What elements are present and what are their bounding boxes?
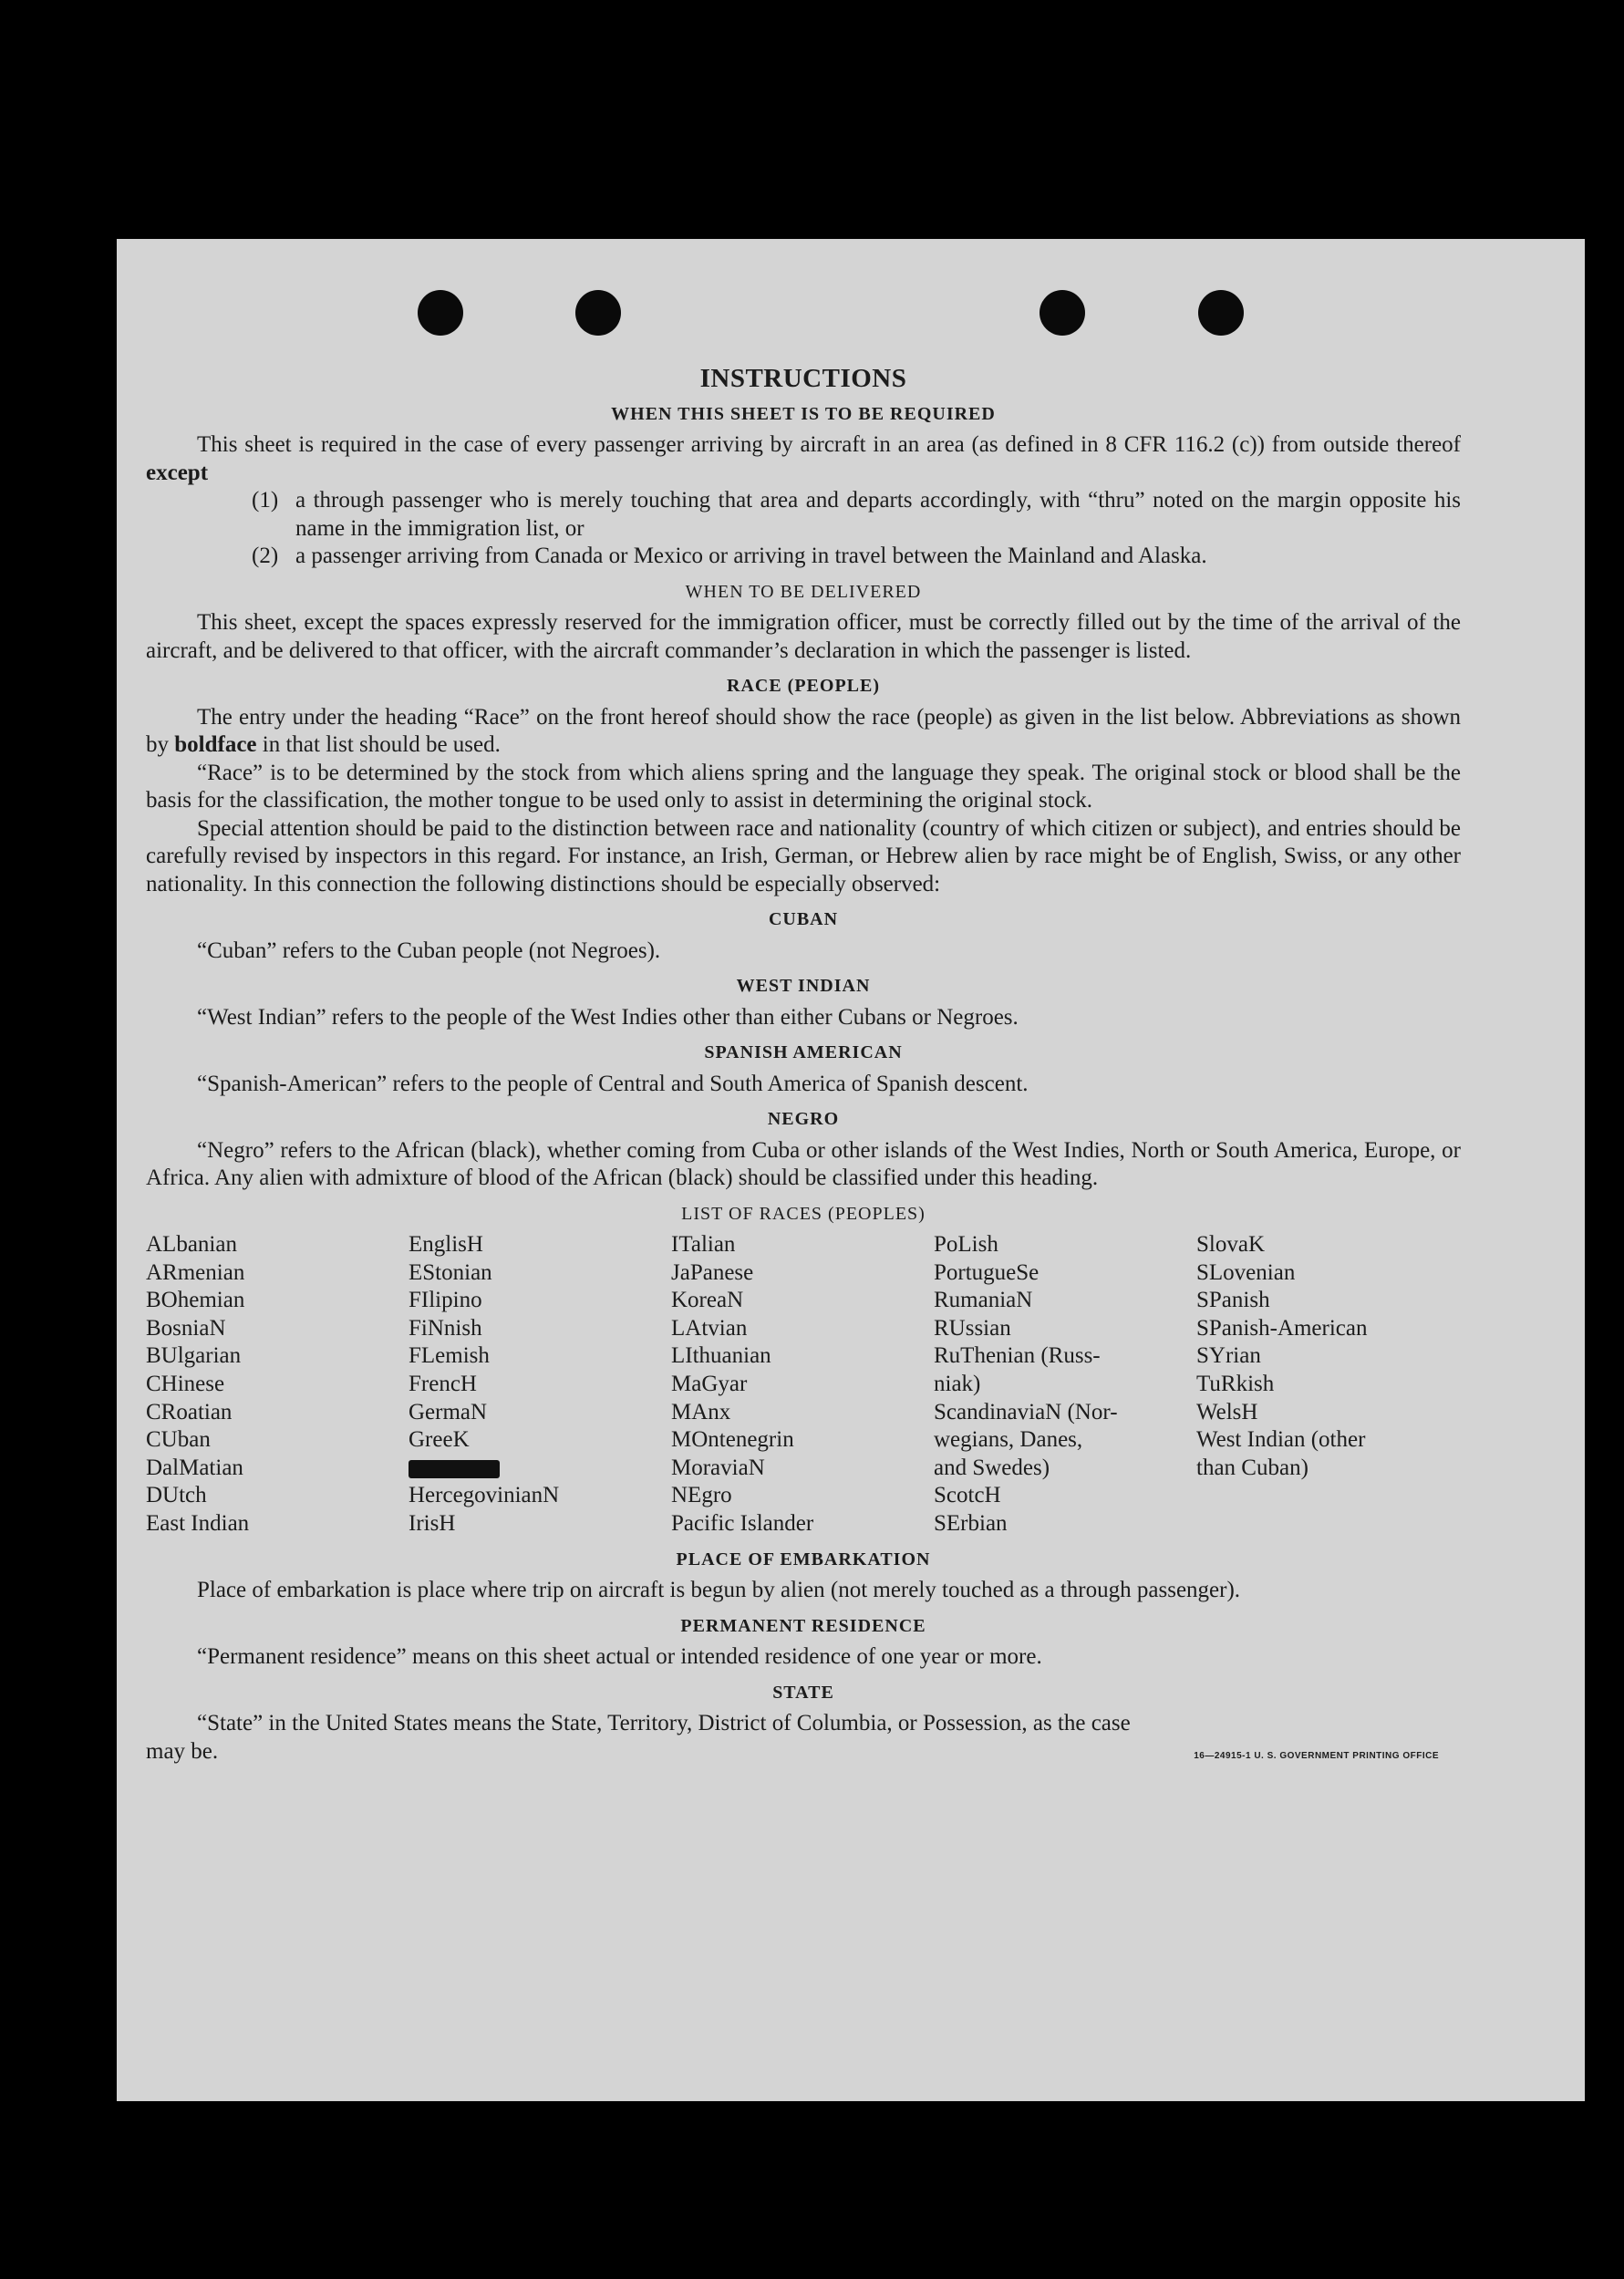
west-indian-text: “West Indian” refers to the people of the West Indies other than either Cubans or Negroes. [197, 1004, 1019, 1030]
list-item: DUtch [146, 1483, 207, 1508]
race-column [409, 1231, 671, 1538]
list-item: LIthuanian [671, 1343, 771, 1369]
document-sheet [117, 239, 1585, 2101]
spanish-american-text: “Spanish-American” refers to the people of Central and South America of Spanish descent. [197, 1071, 1029, 1096]
list-item: FLemish [409, 1343, 490, 1369]
redaction-mark [409, 1460, 500, 1478]
list-item: HercegovinianN [409, 1483, 560, 1508]
list-item: SPanish [1196, 1288, 1270, 1313]
list-item: BOhemian [146, 1288, 245, 1313]
list-item-redacted [409, 1455, 671, 1483]
list-item: JaPanese [671, 1259, 754, 1285]
section-heading-list-of-races: LIST OF RACES (PEOPLES) [681, 1203, 926, 1224]
state-text: “State” in the United States means the State, Territory, District of Columbia, or Possession, as the case [197, 1711, 1131, 1736]
footer-line [146, 1738, 1461, 1771]
list-item: KoreaN [671, 1288, 744, 1313]
list-item: ARmenian [146, 1259, 245, 1285]
list-item: DalMatian [146, 1455, 243, 1480]
list-item: TuRkish [1196, 1371, 1275, 1396]
list-item: BUlgarian [146, 1343, 242, 1369]
list-item: RuThenian (Russ- niak) [934, 1343, 1101, 1396]
race-column [1196, 1231, 1461, 1538]
section-heading-spanish-american: SPANISH AMERICAN [704, 1042, 903, 1062]
list-item: PoLish [934, 1232, 998, 1257]
list-item: SPanish-American [1196, 1315, 1368, 1341]
state-text-end: may be. [146, 1738, 219, 1764]
exception-item: (1) a through passenger who is merely touching that area and departs accordingly, with “thru” noted on the margin opposite his name in the immigration list, or [252, 488, 1461, 541]
list-item: SlovaK [1196, 1232, 1265, 1257]
list-item: WelsH [1196, 1399, 1258, 1424]
section-heading-embarkation: PLACE OF EMBARKATION [676, 1549, 931, 1569]
list-item: BosniaN [146, 1315, 226, 1341]
list-item: CRoatian [146, 1399, 233, 1424]
list-item: CHinese [146, 1371, 225, 1396]
list-item: SErbian [934, 1510, 1008, 1536]
list-item: LAtvian [671, 1315, 748, 1341]
race-paragraph-1: The entry under the heading “Race” on the front hereof should show the race (people) as given in the list below. Abbreviations as shown by boldface in that list should be used. [146, 704, 1461, 757]
when-delivered-text: This sheet, except the spaces expressly reserved for the immigration officer, must be correctly filled out by the time of the arrival of the aircraft, and be delivered to that officer, with the aircraft commander’s declaration in which the passenger is listed. [146, 610, 1461, 663]
list-item: FrencH [409, 1371, 477, 1396]
exception-item: (2) a passenger arriving from Canada or Mexico or arriving in travel between the Mainland and Alaska. [252, 544, 1207, 568]
list-item: SLovenian [1196, 1259, 1296, 1285]
negro-text: “Negro” refers to the African (black), whether coming from Cuba or other islands of the West Indies, North or South America, Europe, or Africa. Any alien with admixture of blood of the African (black) should be classified under this heading. [146, 1137, 1461, 1190]
section-heading-state: STATE [772, 1682, 834, 1703]
list-item: ScandinaviaN (Nor- wegians, Danes, and Swedes) [934, 1399, 1118, 1480]
when-required-intro: This sheet is required in the case of every passenger arriving by aircraft in an area (as defined in 8 CFR 116.2 (c)) from outside thereof except [146, 432, 1461, 485]
list-item: PortugueSe [934, 1259, 1040, 1285]
list-item: MoraviaN [671, 1455, 765, 1480]
list-item: CUban [146, 1427, 211, 1453]
list-item: RUssian [934, 1315, 1011, 1341]
embarkation-text: Place of embarkation is place where trip on aircraft is begun by alien (not merely touched as a through passenger). [197, 1578, 1241, 1603]
instructions-body [146, 365, 1461, 1770]
section-heading-race: RACE (PEOPLE) [727, 676, 880, 696]
residence-text: “Permanent residence” means on this sheet actual or intended residence of one year or more. [197, 1644, 1042, 1670]
race-column [671, 1231, 934, 1538]
race-column [146, 1231, 409, 1538]
list-item: GreeK [409, 1427, 470, 1453]
list-item: Pacific Islander [671, 1510, 814, 1536]
cuban-text: “Cuban” refers to the Cuban people (not Negroes). [197, 937, 661, 963]
race-column [934, 1231, 1196, 1538]
section-heading-when-delivered: WHEN TO BE DELIVERED [685, 581, 922, 602]
race-list [146, 1231, 1461, 1538]
race-paragraph-3: Special attention should be paid to the distinction between race and nationality (country of which citizen or subject), and entries should be carefully revised by inspectors in this regard. For instance, an Irish, German, or Hebrew alien by race might be of English, Swiss, or any other nationality. In this connection the following distinctions should be especially observed: [146, 815, 1461, 896]
list-item: MOntenegrin [671, 1427, 794, 1453]
list-item: ITalian [671, 1232, 736, 1257]
list-item: GermaN [409, 1399, 488, 1424]
race-paragraph-2: “Race” is to be determined by the stock from which aliens spring and the language they speak. The original stock or blood shall be the basis for the classification, the mother tongue to be used only to assist in determining the original stock. [146, 760, 1461, 813]
list-item: RumaniaN [934, 1288, 1033, 1313]
list-item: ScotcH [934, 1483, 1001, 1508]
list-item: FIlipino [409, 1288, 482, 1313]
section-heading-west-indian: WEST INDIAN [736, 976, 871, 996]
list-item: ALbanian [146, 1232, 237, 1257]
punch-hole [575, 290, 621, 336]
list-item: West Indian (other than Cuban) [1196, 1427, 1366, 1480]
section-heading-when-required: WHEN THIS SHEET IS TO BE REQUIRED [611, 403, 996, 424]
list-item: SYrian [1196, 1343, 1261, 1369]
list-item: EStonian [409, 1259, 492, 1285]
list-item: MaGyar [671, 1371, 748, 1396]
list-item: EnglisH [409, 1232, 483, 1257]
section-heading-cuban: CUBAN [768, 909, 839, 929]
punch-hole [418, 290, 463, 336]
list-item: FiNnish [409, 1315, 482, 1341]
printing-imprint: 16—24915-1 U. S. GOVERNMENT PRINTING OFFICE [1194, 1750, 1439, 1761]
list-item: East Indian [146, 1510, 250, 1536]
section-heading-residence: PERMANENT RESIDENCE [680, 1615, 926, 1636]
list-item: NEgro [671, 1483, 732, 1508]
list-item: MAnx [671, 1399, 731, 1424]
page-title: INSTRUCTIONS [699, 364, 907, 393]
section-heading-negro: NEGRO [767, 1109, 840, 1129]
list-item: IrisH [409, 1510, 456, 1536]
punch-hole [1198, 290, 1244, 336]
punch-hole [1040, 290, 1085, 336]
